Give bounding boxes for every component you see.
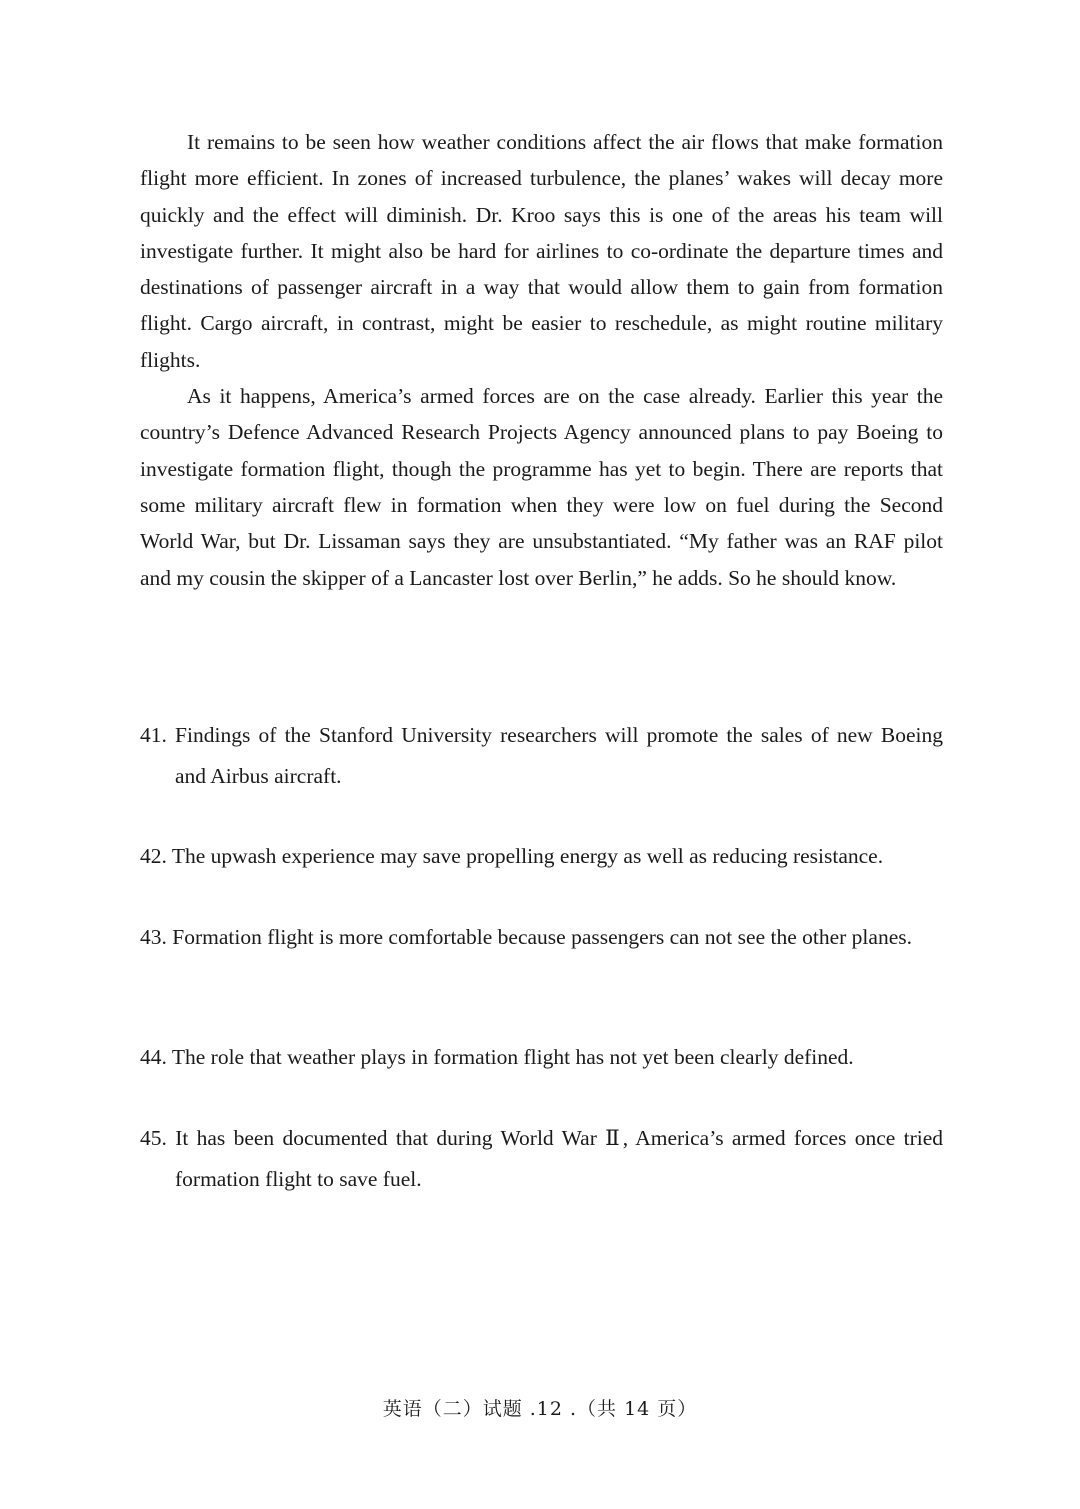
question-text: Findings of the Stanford University researchers will promote the sales of new Boeing and Airbus aircraft. (175, 723, 943, 788)
question-number: 44. (140, 1045, 172, 1069)
page-footer: 英语（二）试题 .12 .（共 14 页） (382, 1398, 698, 1420)
question-number: 43. (140, 925, 173, 949)
question-text: The upwash experience may save propelling energy as well as reducing resistance. (171, 844, 884, 868)
question-42 (140, 836, 943, 877)
reading-passage (140, 124, 943, 596)
question-45 (140, 1118, 943, 1199)
question-43 (140, 917, 943, 958)
question-number: 45. (140, 1126, 176, 1150)
question-text: It has been documented that during World War Ⅱ, America’s armed forces once tried formation flight to save fuel. (175, 1126, 944, 1191)
question-text: The role that weather plays in formation flight has not yet been clearly defined. (171, 1045, 854, 1069)
question-number: 42. (140, 844, 172, 868)
question-number: 41. (140, 723, 176, 747)
passage-paragraph-1: It remains to be seen how weather conditions affect the air flows that make formation flight more efficient. In zones of increased turbulence, the planes’ wakes will decay more quickly and the effect will diminish. Dr. Kroo says this is one of the areas his team will investigate further. It might also be hard for airlines to co-ordinate the departure times and destinations of passenger aircraft in a way that would allow them to gain from formation flight. Cargo aircraft, in contrast, might be easier to reschedule, as might routine military flights. (140, 130, 943, 372)
question-44 (140, 1037, 943, 1078)
question-41 (140, 715, 943, 796)
question-text: Formation flight is more comfortable because passengers can not see the other planes. (172, 925, 912, 949)
passage-paragraph-2: As it happens, America’s armed forces are on the case already. Earlier this year the country’s Defence Advanced Research Projects Agency announced plans to pay Boeing to investigate formation flight, though the programme has yet to begin. There are reports that some military aircraft flew in formation when they were low on fuel during the Second World War, but Dr. Lissaman says they are unsubstantiated. “My father was an RAF pilot and my cousin the skipper of a Lancaster lost over Berlin,” he adds. So he should know. (140, 384, 943, 590)
